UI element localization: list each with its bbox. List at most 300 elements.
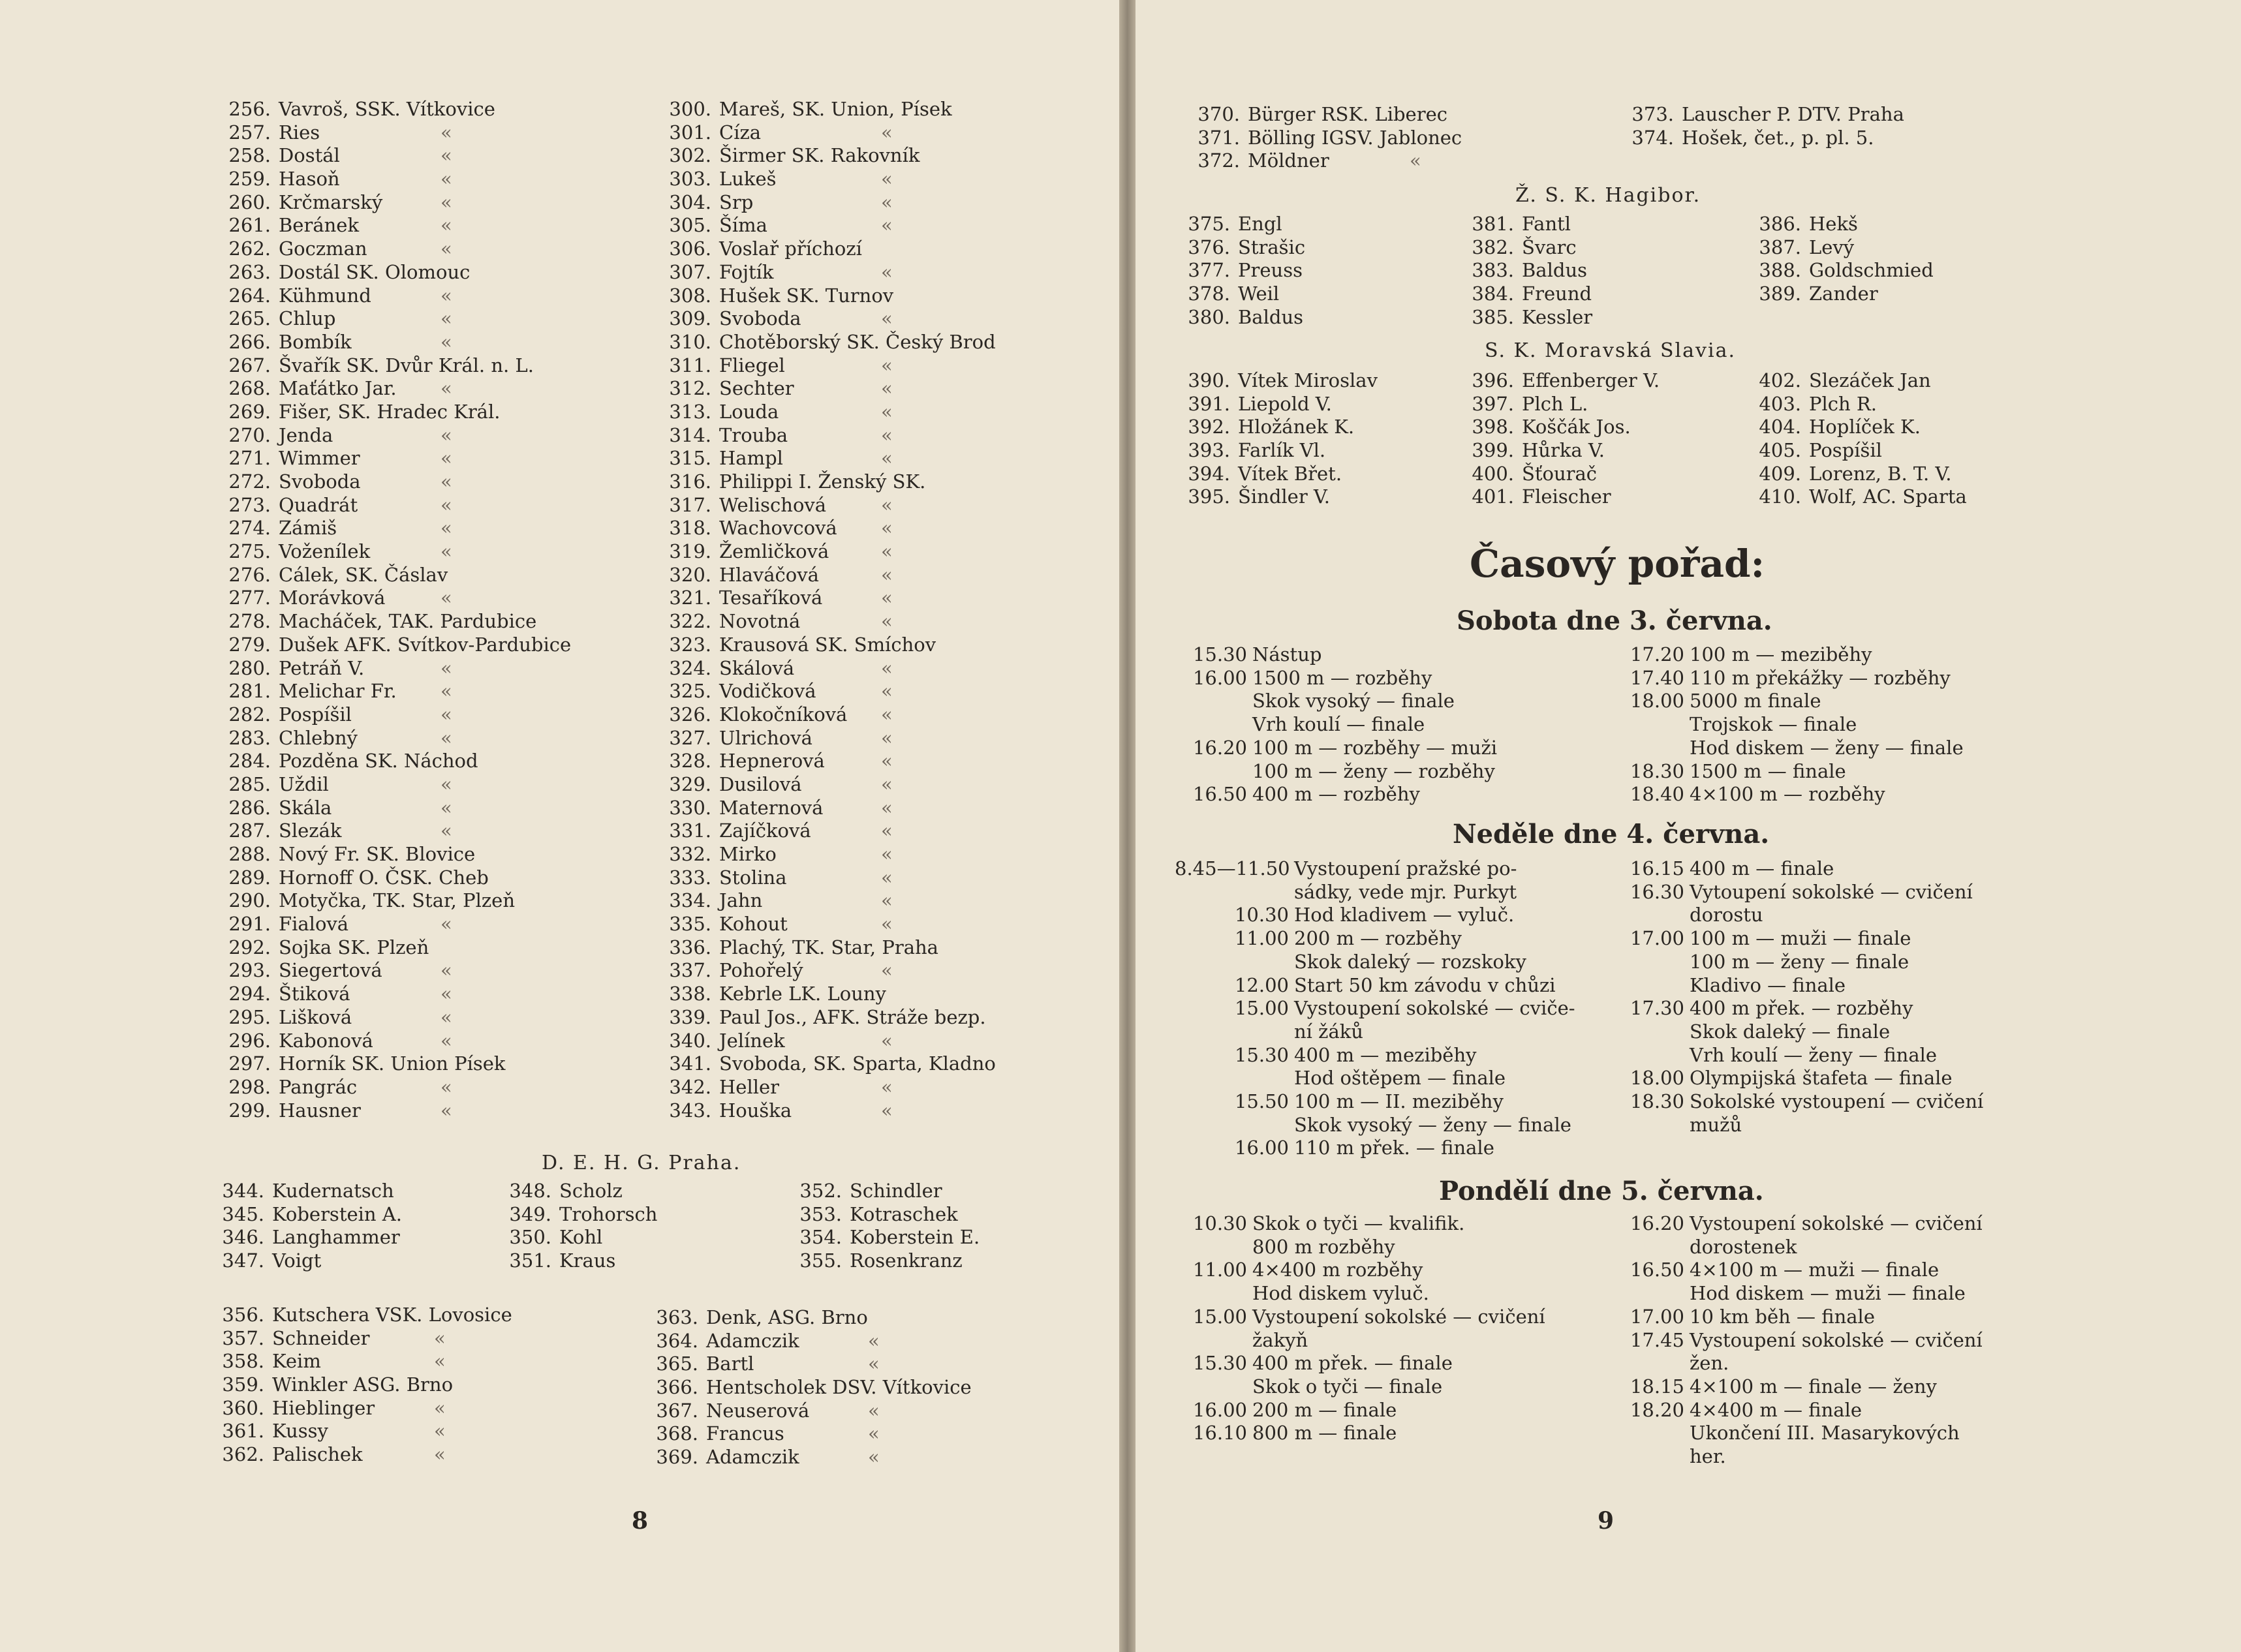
- list-item: [1468, 306, 1592, 329]
- ditto-mark: «: [440, 307, 452, 330]
- entry-name: Švarc: [1522, 236, 1577, 258]
- list-item: [659, 889, 996, 913]
- ditto-mark: «: [881, 1075, 893, 1098]
- schedule-event: 10 km běh — finale: [1690, 1305, 1875, 1328]
- schedule-time: 17.40: [1630, 666, 1684, 689]
- list-item: [659, 168, 996, 191]
- entry-name: Zander: [1809, 283, 1878, 305]
- entry-name: Kraus: [559, 1249, 616, 1272]
- entry-name: Hausner: [279, 1099, 361, 1122]
- list-item: [1755, 439, 1967, 463]
- list-item: [225, 680, 571, 703]
- schedule-item: [1622, 713, 1964, 737]
- entry-name: Schneider: [272, 1326, 370, 1349]
- entry-name: Francus: [706, 1422, 784, 1445]
- schedule-event: Skok daleký — finale: [1690, 1020, 1891, 1043]
- schedule-item: [1175, 1114, 1575, 1137]
- ditto-mark: «: [440, 772, 452, 795]
- entry-name: Ulrichová: [719, 726, 812, 749]
- list-item: [659, 587, 996, 610]
- schedule-event: Trojskok — finale: [1690, 713, 1857, 736]
- entry-number: 362.: [222, 1443, 264, 1466]
- list-item: [225, 377, 571, 401]
- ditto-mark: «: [881, 400, 893, 423]
- entry-number: 339.: [669, 1005, 711, 1028]
- schedule-item: [1184, 1399, 1545, 1422]
- entry-number: 315.: [669, 447, 711, 470]
- deh-column-2: [509, 1180, 657, 1273]
- list-item: [225, 564, 571, 587]
- ditto-mark: «: [434, 1443, 446, 1466]
- ditto-mark: «: [440, 1029, 452, 1052]
- schedule-item: [1622, 1090, 1983, 1114]
- entry-number: 386.: [1759, 213, 1801, 235]
- schedule-time: 16.30: [1630, 880, 1684, 903]
- ditto-mark: «: [1410, 149, 1421, 172]
- entry-number: 322.: [669, 610, 711, 633]
- entry-number: 294.: [228, 983, 271, 1005]
- entry-number: 261.: [228, 214, 271, 237]
- entry-name: Adamczik: [706, 1446, 799, 1469]
- entry-name: Lauscher P. DTV. Praha: [1682, 103, 1904, 125]
- schedule-time: 17.20: [1630, 643, 1684, 665]
- schedule-event: mužů: [1690, 1113, 1742, 1136]
- list-item: [659, 237, 996, 261]
- entry-number: 384.: [1472, 283, 1514, 305]
- entry-name: Dostál: [279, 144, 340, 167]
- ditto-mark: «: [881, 703, 893, 726]
- schedule-item: [1622, 1020, 1983, 1044]
- entry-name: Vítek Miroslav: [1238, 369, 1378, 391]
- slavia-column-2: [1468, 369, 1660, 509]
- schedule-time: 15.30: [1192, 1352, 1247, 1375]
- schedule-item: [1622, 643, 1964, 667]
- entry-number: 376.: [1188, 236, 1230, 258]
- ditto-mark: «: [440, 330, 452, 353]
- entry-name: Hlaváčová: [719, 563, 819, 586]
- list-item: [656, 1422, 972, 1446]
- ditto-mark: «: [881, 493, 893, 516]
- ditto-mark: «: [440, 493, 452, 516]
- entry-number: 342.: [669, 1075, 711, 1098]
- schedule-time: 15.30: [1234, 1043, 1289, 1066]
- entry-name: Hampl: [719, 447, 783, 470]
- ditto-mark: «: [868, 1353, 880, 1375]
- schedule-event: Vystoupení sokolské — cvičení: [1252, 1305, 1545, 1328]
- schedule-event: Hod diskem — muži — finale: [1690, 1282, 1966, 1305]
- schedule-item: [1175, 951, 1575, 974]
- schedule-time: 18.30: [1630, 759, 1684, 782]
- entry-number: 285.: [228, 772, 271, 795]
- slavia-column-3: [1755, 369, 1967, 509]
- entry-name: Paul Jos., AFK. Stráže bezp.: [719, 1005, 986, 1028]
- entry-number: 331.: [669, 819, 711, 842]
- entry-name: Dušek AFK. Svítkov-Pardubice: [279, 633, 572, 656]
- entry-number: 259.: [228, 168, 271, 191]
- entry-name: Wolf, AC. Sparta: [1809, 485, 1967, 508]
- entry-name: Ries: [279, 121, 320, 144]
- list-item: [1184, 439, 1378, 463]
- entry-name: Cálek, SK. Čáslav: [279, 563, 448, 586]
- entry-name: Kudernatsch: [272, 1180, 394, 1202]
- ditto-mark: «: [440, 703, 452, 726]
- entry-number: 284.: [228, 750, 271, 772]
- schedule-event: Sokolské vystoupení — cvičení: [1690, 1090, 1984, 1113]
- entry-number: 319.: [669, 540, 711, 563]
- entry-name: Maternová: [719, 796, 824, 819]
- entry-number: 289.: [228, 866, 271, 889]
- entry-name: Svoboda, SK. Sparta, Kladno: [719, 1052, 996, 1075]
- schedule-event: ní žáků: [1294, 1020, 1363, 1043]
- list-item: [225, 634, 571, 657]
- schedule-time: 12.00: [1234, 973, 1289, 996]
- schedule-event: 400 m přek. — rozběhy: [1690, 997, 1913, 1020]
- entry-name: Hieblinger: [272, 1396, 375, 1419]
- schedule-event: 4×100 m — rozběhy: [1690, 783, 1885, 806]
- entry-name: Winkler ASG. Brno: [272, 1373, 454, 1396]
- entry-number: 341.: [669, 1052, 711, 1075]
- sunday-schedule-right: [1622, 857, 1983, 1137]
- day-header-sunday: Neděle dne 4. června.: [1453, 819, 1770, 849]
- list-item: [222, 1350, 512, 1373]
- list-item: [225, 750, 571, 773]
- entry-name: Hložánek K.: [1238, 416, 1355, 438]
- entry-name: Slezáček Jan: [1809, 369, 1931, 391]
- schedule-time: 16.15: [1630, 857, 1684, 880]
- entry-number: 373.: [1631, 103, 1674, 125]
- schedule-time: 17.30: [1630, 997, 1684, 1020]
- schedule-event: 100 m — muži — finale: [1690, 927, 1911, 950]
- list-item: [659, 727, 996, 750]
- entry-name: Kühmund: [279, 284, 371, 307]
- entry-number: 401.: [1472, 485, 1514, 508]
- entry-name: Hekš: [1809, 213, 1858, 235]
- entry-number: 409.: [1759, 462, 1801, 485]
- list-item: [659, 354, 996, 378]
- schedule-item: [1622, 974, 1983, 998]
- list-item: [659, 610, 996, 634]
- entry-number: 330.: [669, 796, 711, 819]
- list-item: [1468, 485, 1660, 509]
- schedule-event: 5000 m finale: [1690, 690, 1821, 712]
- entry-number: 395.: [1188, 485, 1230, 508]
- list-item: [659, 1076, 996, 1099]
- entry-number: 270.: [228, 423, 271, 446]
- entry-number: 325.: [669, 680, 711, 703]
- ditto-mark: «: [881, 889, 893, 912]
- schedule-event: her.: [1690, 1445, 1726, 1468]
- schedule-event: sádky, vede mjr. Purkyt: [1294, 880, 1517, 903]
- schedule-event: 4×100 m — finale — ženy: [1690, 1375, 1937, 1398]
- schedule-event: 1500 m — rozběhy: [1252, 666, 1432, 689]
- list-item: [659, 634, 996, 657]
- entries-column-256-299: [225, 98, 571, 1122]
- entry-number: 269.: [228, 400, 271, 423]
- list-item: [799, 1203, 980, 1227]
- ditto-mark: «: [881, 377, 893, 400]
- entry-name: Kussy: [272, 1420, 328, 1443]
- entry-name: Kebrle LK. Louny: [719, 983, 886, 1005]
- hagibor-club-header: Ž. S. K. Hagibor.: [1515, 184, 1701, 207]
- schedule-event: Hod diskem — ženy — finale: [1690, 736, 1964, 759]
- list-item: [1184, 463, 1378, 486]
- list-item: [659, 377, 996, 401]
- entry-number: 375.: [1188, 213, 1230, 235]
- schedule-item: [1184, 1329, 1545, 1353]
- schedule-time: 18.15: [1630, 1375, 1684, 1398]
- entry-number: 257.: [228, 121, 271, 144]
- slavia-column-1: [1184, 369, 1378, 509]
- list-item: [1755, 393, 1967, 416]
- ditto-mark: «: [881, 819, 893, 842]
- entry-number: 360.: [222, 1396, 264, 1419]
- schedule-event: 100 m — II. meziběhy: [1294, 1090, 1504, 1113]
- schedule-item: [1175, 857, 1575, 881]
- list-item: [659, 540, 996, 564]
- list-item: [1184, 306, 1305, 329]
- ditto-mark: «: [440, 144, 452, 167]
- entry-name: Möldner: [1248, 149, 1329, 172]
- list-item: [225, 819, 571, 843]
- list-item: [1468, 463, 1660, 486]
- entry-name: Schindler: [850, 1180, 942, 1202]
- entry-number: 292.: [228, 936, 271, 958]
- entry-name: Hošek, čet., p. pl. 5.: [1682, 126, 1874, 149]
- schedule-event: 100 m — meziběhy: [1690, 643, 1872, 665]
- entry-name: Welischová: [719, 493, 827, 516]
- list-item: [222, 1203, 402, 1227]
- list-item: [225, 307, 571, 331]
- schedule-item: [1184, 737, 1497, 760]
- entry-name: Melichar Fr.: [279, 680, 397, 703]
- entry-name: Langhammer: [272, 1226, 400, 1249]
- entry-name: Voigt: [272, 1249, 322, 1272]
- entry-name: Houška: [719, 1099, 792, 1122]
- entry-name: Liepold V.: [1238, 392, 1332, 415]
- schedule-item: [1175, 1067, 1575, 1090]
- entry-number: 356.: [222, 1304, 264, 1326]
- entries-column-370-372: [1194, 103, 1462, 173]
- entry-name: Pohořelý: [719, 959, 803, 982]
- entry-number: 323.: [669, 633, 711, 656]
- entry-name: Chlebný: [279, 726, 358, 749]
- entry-name: Kotraschek: [850, 1202, 958, 1225]
- schedule-event: Ukončení III. Masarykových: [1690, 1422, 1960, 1445]
- schedule-event: Skok daleký — rozskoky: [1294, 950, 1526, 973]
- entry-number: 371.: [1198, 126, 1240, 149]
- entry-name: Lukeš: [719, 168, 777, 191]
- list-item: [1194, 149, 1462, 173]
- list-item: [225, 354, 571, 378]
- hagibor-column-3: [1755, 213, 1934, 306]
- list-item: [1184, 416, 1378, 439]
- list-item: [1184, 259, 1305, 283]
- entry-number: 277.: [228, 587, 271, 609]
- entry-number: 394.: [1188, 462, 1230, 485]
- entry-name: Fleischer: [1522, 485, 1611, 508]
- schedule-event: 4×100 m — muži — finale: [1690, 1259, 1940, 1281]
- list-item: [1755, 236, 1934, 260]
- entry-number: 403.: [1759, 392, 1801, 415]
- list-item: [1468, 416, 1660, 439]
- list-item: [225, 843, 571, 866]
- list-item: [659, 284, 996, 308]
- entry-name: Fantl: [1522, 213, 1571, 235]
- entry-name: Denk, ASG. Brno: [706, 1306, 868, 1328]
- entry-name: Petráň V.: [279, 656, 365, 679]
- list-item: [656, 1330, 972, 1353]
- entry-name: Hentscholek DSV. Vítkovice: [706, 1376, 972, 1399]
- list-item: [1468, 236, 1592, 260]
- entry-number: 266.: [228, 330, 271, 353]
- ditto-mark: «: [440, 517, 452, 540]
- schedule-event: 110 m přek. — finale: [1294, 1137, 1494, 1159]
- list-item: [225, 470, 571, 494]
- day-header-monday: Pondělí dne 5. června.: [1439, 1176, 1764, 1206]
- entry-name: Štiková: [279, 983, 350, 1005]
- entry-number: 313.: [669, 400, 711, 423]
- entry-number: 298.: [228, 1075, 271, 1098]
- list-item: [659, 401, 996, 424]
- schedule-item: [1622, 1329, 1983, 1353]
- list-item: [659, 121, 996, 145]
- list-item: [225, 98, 571, 121]
- entry-name: Scholz: [559, 1180, 623, 1202]
- list-item: [659, 913, 996, 936]
- list-item: [222, 1420, 512, 1443]
- list-item: [1468, 213, 1592, 236]
- schedule-time: 16.50: [1192, 783, 1247, 806]
- entry-number: 350.: [509, 1226, 551, 1249]
- entry-number: 265.: [228, 307, 271, 330]
- ditto-mark: «: [881, 260, 893, 283]
- schedule-time: 15.00: [1234, 997, 1289, 1020]
- entry-number: 280.: [228, 656, 271, 679]
- ditto-mark: «: [440, 726, 452, 749]
- entry-name: Šťourač: [1522, 462, 1598, 485]
- list-item: [659, 819, 996, 843]
- entry-number: 393.: [1188, 439, 1230, 462]
- entry-name: Fojtík: [719, 260, 774, 283]
- ditto-mark: «: [881, 517, 893, 540]
- list-item: [509, 1249, 657, 1273]
- entry-number: 389.: [1759, 283, 1801, 305]
- entry-name: Žemličková: [719, 540, 829, 563]
- list-item: [656, 1306, 972, 1330]
- entry-number: 382.: [1472, 236, 1514, 258]
- schedule-item: [1184, 1375, 1545, 1399]
- entries-column-373-374: [1628, 103, 1904, 149]
- entry-number: 282.: [228, 703, 271, 726]
- ditto-mark: «: [440, 587, 452, 609]
- schedule-event: Start 50 km závodu v chůzi: [1294, 973, 1556, 996]
- entry-number: 355.: [799, 1249, 842, 1272]
- entry-name: Goldschmied: [1809, 259, 1934, 282]
- list-item: [1184, 213, 1305, 236]
- ditto-mark: «: [440, 423, 452, 446]
- schedule-item: [1622, 667, 1964, 690]
- list-item: [659, 1030, 996, 1053]
- schedule-item: [1622, 1067, 1983, 1090]
- list-item: [225, 144, 571, 168]
- schedule-event: Vystoupení pražské po-: [1294, 857, 1517, 880]
- entry-name: Koberstein E.: [850, 1226, 980, 1249]
- entry-name: Fialová: [279, 913, 349, 936]
- ditto-mark: «: [881, 423, 893, 446]
- schedule-item: [1622, 1399, 1983, 1422]
- entry-number: 396.: [1472, 369, 1514, 391]
- list-item: [659, 843, 996, 866]
- entry-name: Pangrác: [279, 1075, 358, 1098]
- entry-number: 351.: [509, 1249, 551, 1272]
- entry-number: 352.: [799, 1180, 842, 1202]
- entry-number: 372.: [1198, 149, 1240, 172]
- list-item: [1755, 463, 1967, 486]
- schedule-time: 18.30: [1630, 1090, 1684, 1113]
- list-item: [659, 959, 996, 983]
- entry-number: 316.: [669, 470, 711, 493]
- entry-number: 348.: [509, 1180, 551, 1202]
- entry-number: 311.: [669, 354, 711, 376]
- schedule-item: [1622, 1375, 1983, 1399]
- entry-number: 388.: [1759, 259, 1801, 282]
- entry-name: Chlup: [279, 307, 336, 330]
- list-item: [225, 401, 571, 424]
- list-item: [1184, 485, 1378, 509]
- entry-number: 308.: [669, 284, 711, 307]
- ditto-mark: «: [881, 750, 893, 772]
- entry-name: Dusilová: [719, 772, 802, 795]
- list-item: [1755, 369, 1967, 393]
- entry-number: 321.: [669, 587, 711, 609]
- list-item: [659, 331, 996, 354]
- list-item: [225, 1006, 571, 1030]
- entry-number: 275.: [228, 540, 271, 563]
- entry-name: Preuss: [1238, 259, 1303, 282]
- slavia-club-header: S. K. Moravská Slavia.: [1485, 339, 1736, 362]
- entry-name: Svoboda: [719, 307, 801, 330]
- schedule-event: Skok o tyči — kvalifik.: [1252, 1212, 1465, 1234]
- list-item: [222, 1249, 402, 1273]
- schedule-event: 100 m — ženy — rozběhy: [1252, 759, 1495, 782]
- ditto-mark: «: [440, 470, 452, 493]
- entry-name: Pospíšil: [1809, 439, 1882, 462]
- ditto-mark: «: [881, 680, 893, 703]
- schedule-item: [1622, 783, 1964, 806]
- list-item: [225, 1076, 571, 1099]
- schedule-item: [1622, 760, 1964, 784]
- schedule-time: 15.30: [1192, 643, 1247, 665]
- ditto-mark: «: [881, 168, 893, 191]
- ditto-mark: «: [434, 1350, 446, 1373]
- schedule-event: Vrh koulí — finale: [1252, 713, 1425, 736]
- list-item: [799, 1249, 980, 1273]
- entry-name: Jelínek: [719, 1029, 785, 1052]
- entry-number: 301.: [669, 121, 711, 144]
- entry-name: Plachý, TK. Star, Praha: [719, 936, 938, 958]
- list-item: [1755, 283, 1934, 306]
- entry-name: Bölling IGSV. Jablonec: [1248, 126, 1462, 149]
- entry-number: 291.: [228, 913, 271, 936]
- list-item: [225, 237, 571, 261]
- entry-number: 392.: [1188, 416, 1230, 438]
- schedule-item: [1184, 667, 1497, 690]
- entry-number: 286.: [228, 796, 271, 819]
- entry-number: 354.: [799, 1226, 842, 1249]
- list-item: [659, 564, 996, 587]
- schedule-event: 400 m — meziběhy: [1294, 1043, 1477, 1066]
- entry-number: 344.: [222, 1180, 264, 1202]
